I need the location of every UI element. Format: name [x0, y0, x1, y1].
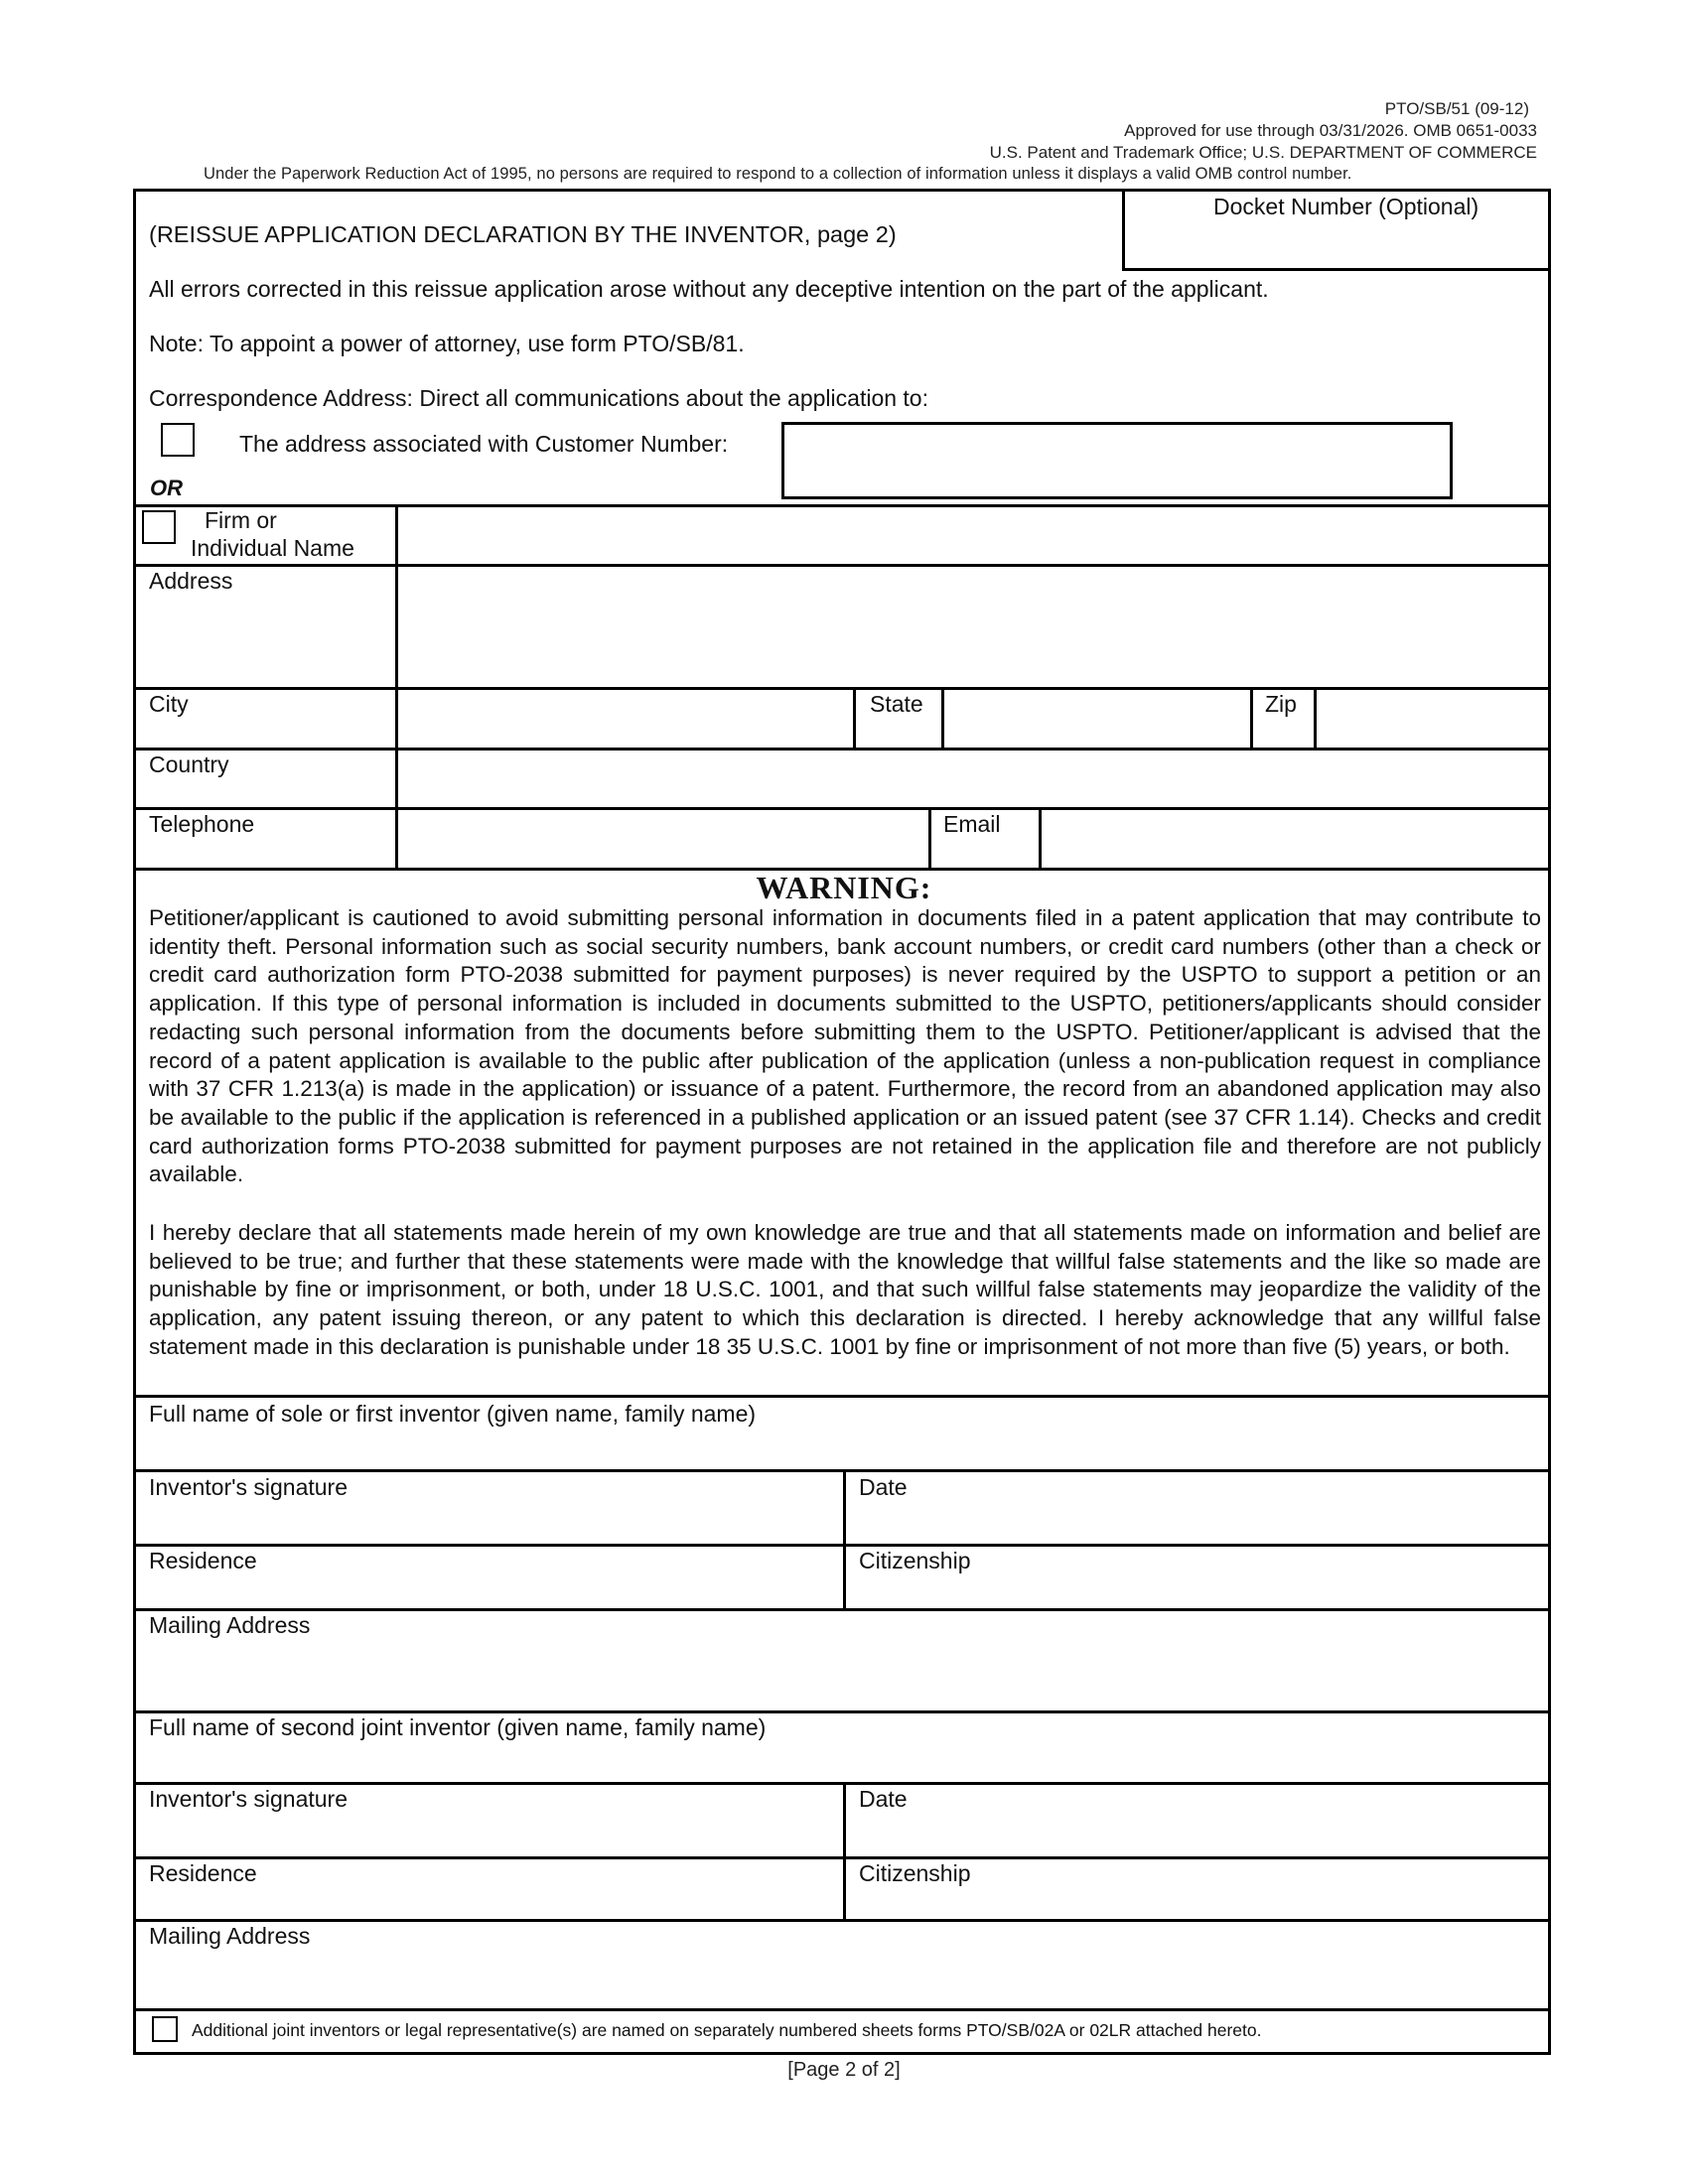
inventor1-signature-field[interactable] [136, 1501, 843, 1544]
agency-text: U.S. Patent and Trademark Office; U.S. DEPARTMENT OF COMMERCE [989, 143, 1537, 162]
zip-field[interactable] [1317, 690, 1548, 748]
paperwork-notice: Under the Paperwork Reduction Act of 1995, no persons are required to respond to a collection of information unless it displays a valid OMB control number. [204, 165, 1352, 183]
state-label: State [870, 691, 923, 717]
inventor1-mailing-label: Mailing Address [149, 1612, 311, 1638]
page-title: (REISSUE APPLICATION DECLARATION BY THE INVENTOR, page 2) [149, 221, 897, 247]
firm-name-field[interactable] [398, 507, 1548, 564]
email-field[interactable] [1042, 810, 1548, 868]
correspondence-label: Correspondence Address: Direct all communications about the application to: [149, 385, 928, 411]
state-field[interactable] [944, 690, 1250, 748]
inventor2-date-label: Date [859, 1786, 908, 1812]
firm-label-2: Individual Name [191, 535, 354, 561]
power-of-attorney-note: Note: To appoint a power of attorney, use form PTO/SB/81. [149, 331, 745, 356]
inventor2-name-field[interactable] [136, 1741, 1548, 1782]
inventor1-residence-label: Residence [149, 1548, 257, 1573]
customer-number-label: The address associated with Customer Number: [239, 431, 729, 457]
city-label: City [149, 691, 189, 717]
inventor1-citizenship-field[interactable] [846, 1574, 1548, 1608]
customer-number-checkbox[interactable] [161, 423, 195, 457]
divider [133, 1856, 1551, 1859]
customer-number-field[interactable] [781, 422, 1453, 499]
country-field[interactable] [398, 751, 1548, 807]
inventor2-signature-field[interactable] [136, 1813, 843, 1856]
warning-title: WARNING: [756, 870, 932, 905]
telephone-field[interactable] [398, 810, 928, 868]
inventor1-date-label: Date [859, 1474, 908, 1500]
inventor1-name-field[interactable] [136, 1428, 1548, 1469]
divider [133, 1608, 1551, 1611]
approval-text: Approved for use through 03/31/2026. OMB 0651-0033 [1124, 121, 1537, 140]
inventor2-residence-field[interactable] [136, 1887, 843, 1919]
warning-text: Petitioner/applicant is cautioned to avoid submitting personal information in documents filed in a patent application that may contribute to identity theft. Personal information such as social security numbers, bank account numbers, or credit card numbers (other than a check or credit card authorization form PTO-2038 submitted for payment purposes) is never required by the USPTO to support a petition or an application. If this type of personal information is included in documents submitted to the USPTO, petitioners/applicants should consider redacting such personal information from the documents before submitting them to the USPTO. Petitioner/applicant is advised that the record of a patent application is available to the public after publication of the application (unless a non-publication request in compliance with 37 CFR 1.213(a) is made in the application) or issuance of a patent. Furthermore, the record from an abandoned application may also be available to the public if the application is referenced in a published application or an issued patent (see 37 CFR 1.14). Checks and credit card authorization forms PTO-2038 submitted for payment purposes are not retained in the application file and therefore are not publicly available. [149, 905, 1541, 1187]
inventor1-signature-label: Inventor's signature [149, 1474, 349, 1500]
divider [1250, 687, 1253, 748]
firm-checkbox[interactable] [142, 510, 176, 544]
country-label: Country [149, 751, 229, 777]
email-label: Email [943, 811, 1001, 837]
inventor2-residence-label: Residence [149, 1860, 257, 1886]
divider [133, 2008, 1551, 2011]
inventor2-name-label: Full name of second joint inventor (given name, family name) [149, 1714, 767, 1740]
divider [928, 807, 931, 868]
page-number: [Page 2 of 2] [787, 2059, 901, 2081]
additional-inventors-checkbox[interactable] [152, 2016, 178, 2042]
divider [853, 687, 856, 748]
inventor2-citizenship-label: Citizenship [859, 1860, 971, 1886]
or-label: OR [150, 476, 183, 500]
errors-statement: All errors corrected in this reissue application arose without any deceptive intention on the part of the applicant. [149, 276, 1269, 302]
zip-label: Zip [1265, 691, 1297, 717]
address-label: Address [149, 568, 233, 594]
divider [133, 1919, 1551, 1922]
divider [133, 1544, 1551, 1547]
inventor1-citizenship-label: Citizenship [859, 1548, 971, 1573]
firm-label: Firm or [205, 507, 277, 533]
inventor2-citizenship-field[interactable] [846, 1887, 1548, 1919]
inventor2-date-field[interactable] [846, 1813, 1548, 1856]
form-id: PTO/SB/51 (09-12) [1384, 99, 1529, 118]
inventor1-residence-field[interactable] [136, 1574, 843, 1608]
address-field[interactable] [398, 567, 1548, 687]
divider [133, 1395, 1551, 1398]
city-field[interactable] [398, 690, 853, 748]
inventor2-signature-label: Inventor's signature [149, 1786, 349, 1812]
divider [133, 1469, 1551, 1472]
telephone-label: Telephone [149, 811, 255, 837]
inventor1-mailing-field[interactable] [136, 1639, 1548, 1710]
inventor1-date-field[interactable] [846, 1501, 1548, 1544]
additional-inventors-text: Additional joint inventors or legal representative(s) are named on separately numbered sheets forms PTO/SB/02A or 02LR attached hereto. [192, 2020, 1262, 2040]
inventor2-mailing-field[interactable] [136, 1950, 1548, 2008]
inventor1-name-label: Full name of sole or first inventor (given name, family name) [149, 1401, 757, 1427]
declaration-text: I hereby declare that all statements made herein of my own knowledge are true and that all statements made on information and belief are believed to be true; and further that these statements were made with the knowledge that willful false statements and the like so made are punishable by fine or imprisonment, or both, under 18 U.S.C. 1001, and that such willful false statements may jeopardize the validity of the application, any patent issuing thereon, or any patent to which this declaration is directed. I hereby acknowledge that any willful false statement made in this declaration is punishable under 18 35 U.S.C. 1001 by fine or imprisonment of not more than five (5) years, or both. [149, 1220, 1541, 1359]
inventor2-mailing-label: Mailing Address [149, 1923, 311, 1949]
docket-label: Docket Number (Optional) [1213, 194, 1479, 219]
